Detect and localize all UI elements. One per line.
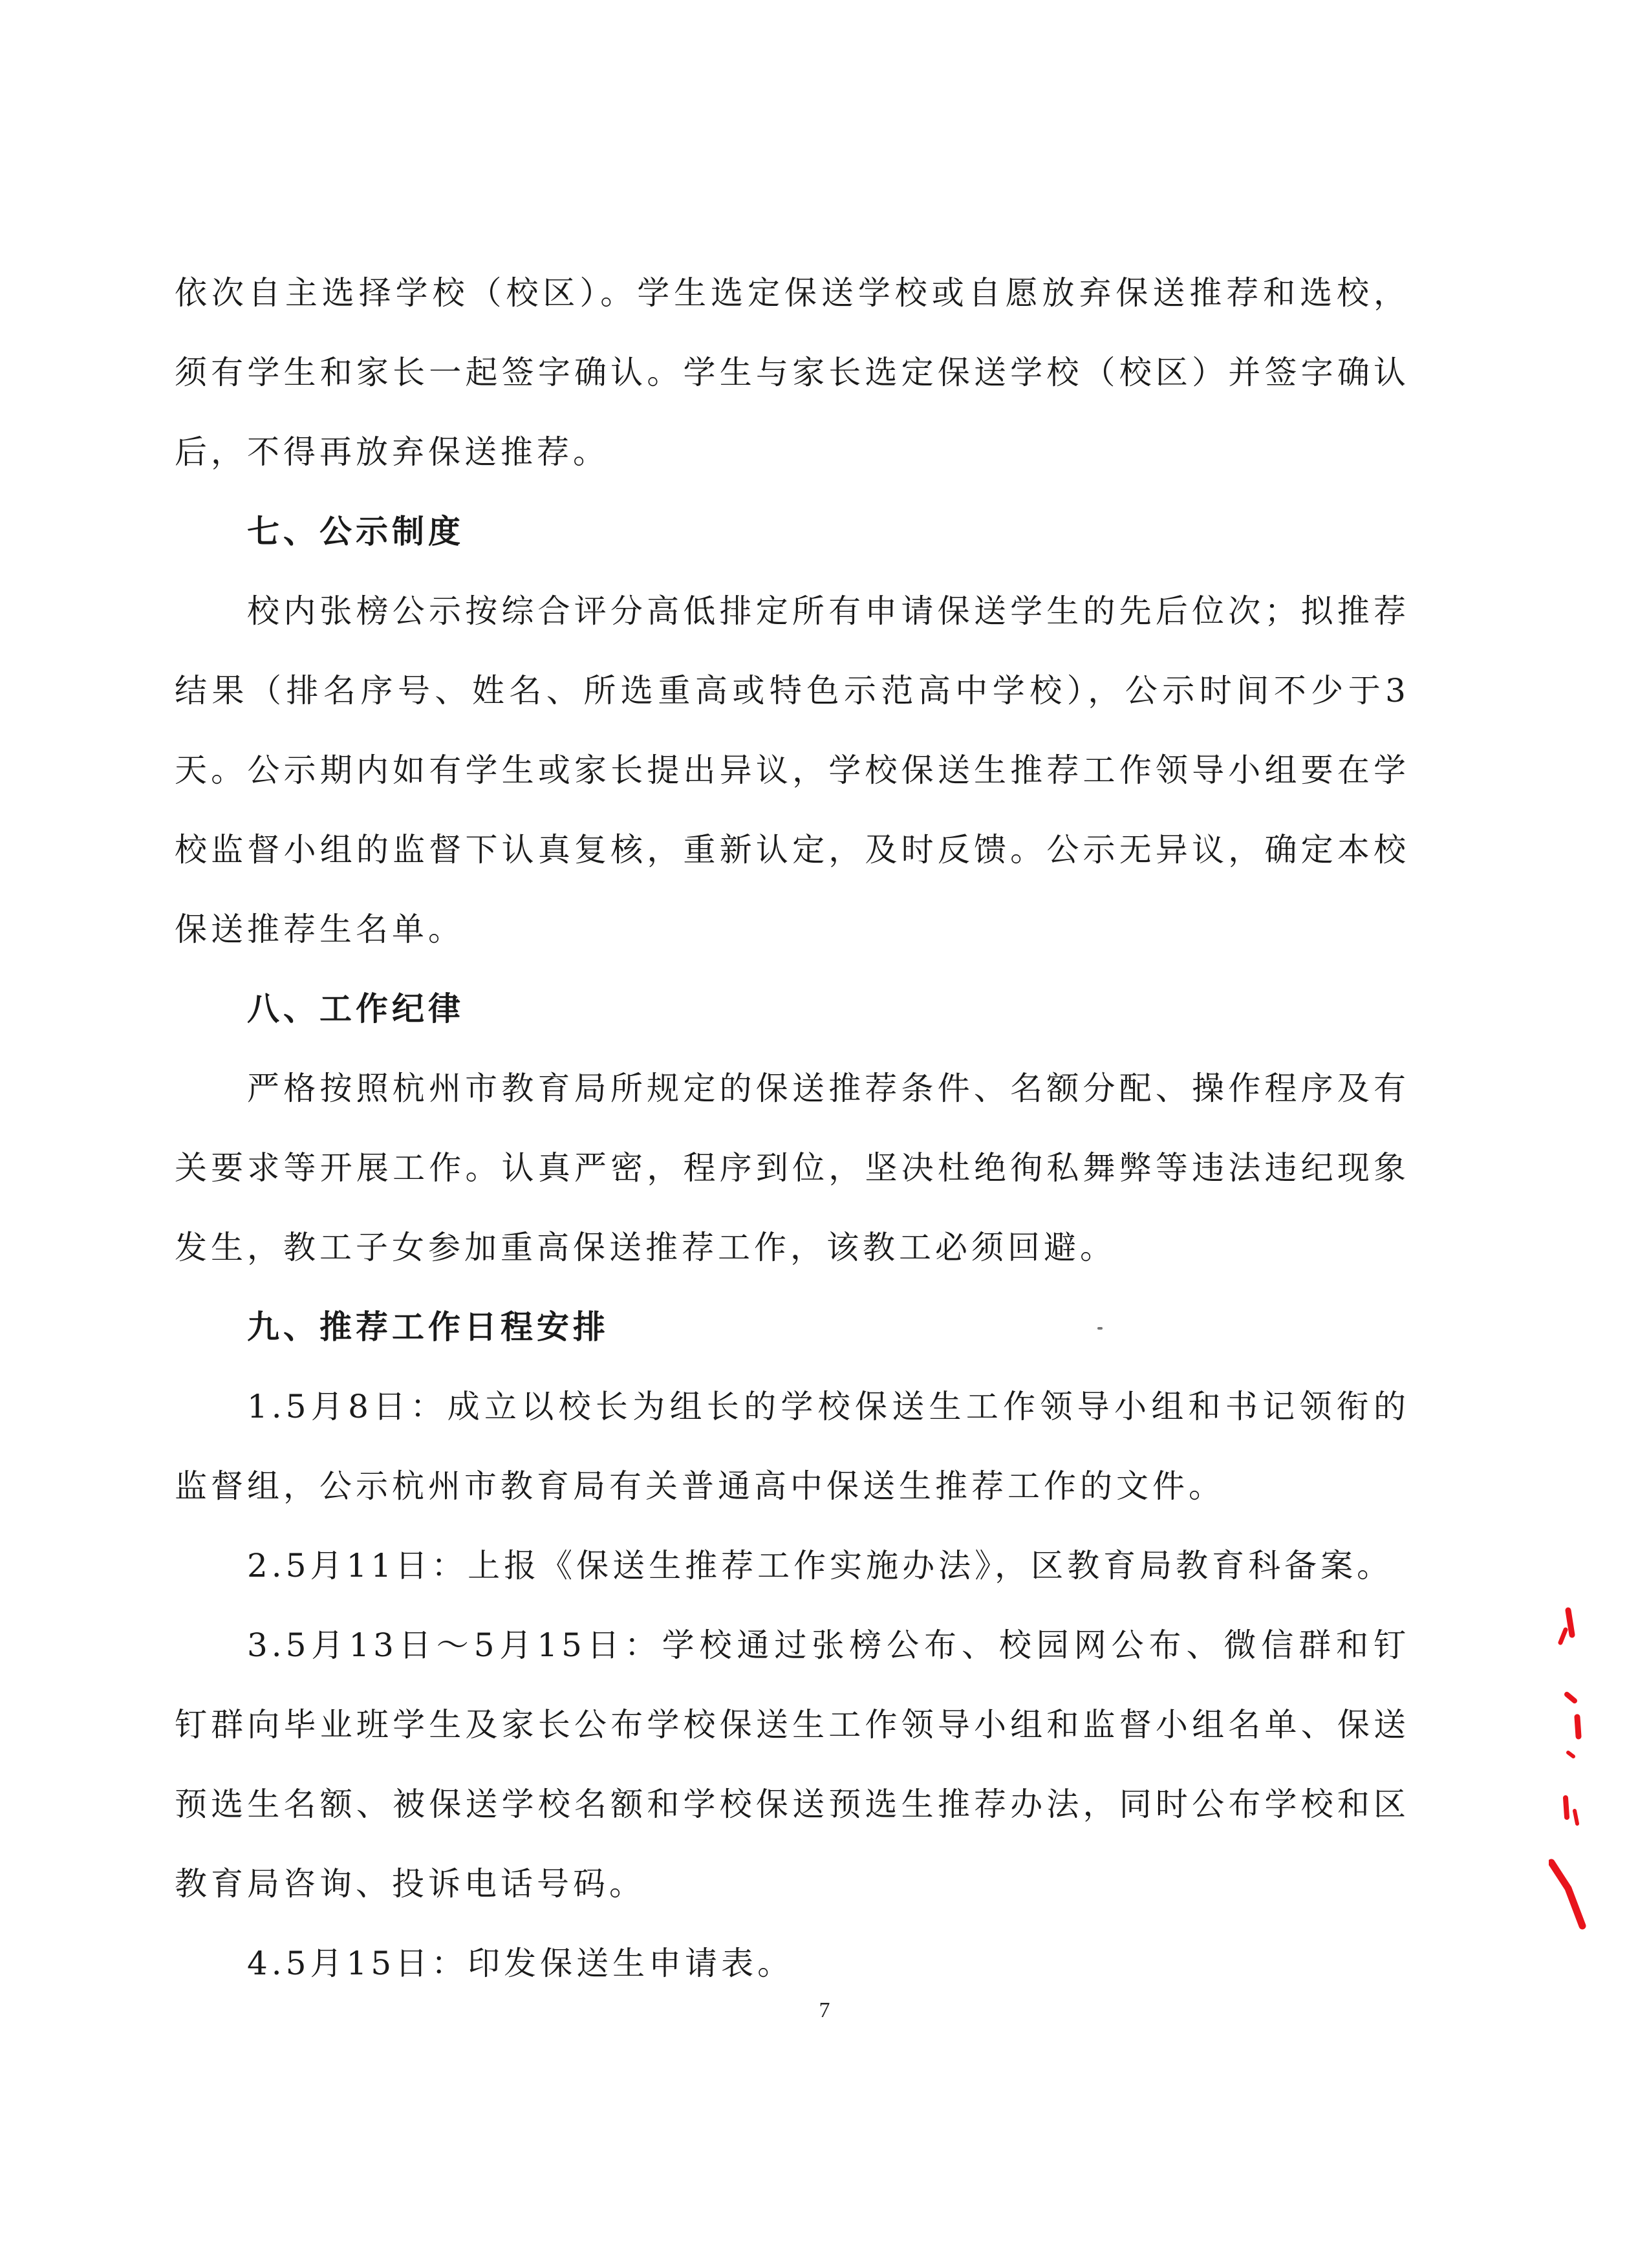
paragraph-continuation: 依次自主选择学校（校区）。学生选定保送学校或自愿放弃保送推荐和选校，须有学生和家长一起签字确认。学生与家长选定保送学校（校区）并签字确认后，不得再放弃保送推荐。 [175, 274, 1410, 471]
paragraph-publicity: 校内张榜公示按综合评分高低排定所有申请保送学生的先后位次；拟推荐结果（排名序号、姓名、所选重高或特色示范高中学校），公示时间不少于3天。公示期内如有学生或家长提出异议，学校保送生推荐工作领导小组要在学校监督小组的监督下认真复核，重新认定，及时反馈。公示无异议，确定本校保送推荐生名单。 [175, 592, 1410, 948]
section-heading-schedule: 九、推荐工作日程安排 [247, 1308, 609, 1346]
section-heading-publicity: 七、公示制度 [247, 513, 464, 550]
schedule-item-4: 4.5月15日：印发保送生申请表。 [247, 1945, 794, 1982]
section-heading-discipline: 八、工作纪律 [247, 990, 464, 1028]
red-seal-fragment [1549, 1604, 1588, 1940]
paragraph-discipline: 严格按照杭州市教育局所规定的保送推荐条件、名额分配、操作程序及有关要求等开展工作。认真严密，程序到位，坚决杜绝徇私舞弊等违法违纪现象发生，教工子女参加重高保送推荐工作，该教工必须回避。 [175, 1070, 1410, 1266]
schedule-item-1: 1.5月8日：成立以校长为组长的学校保送生工作领导小组和书记领衔的监督组，公示杭州市教育局有关普通高中保送生推荐工作的文件。 [175, 1388, 1410, 1505]
schedule-item-3: 3.5月13日～5月15日：学校通过张榜公布、校园网公布、微信群和钉钉群向毕业班学生及家长公布学校保送生工作领导小组和监督小组名单、保送预选生名额、被保送学校名额和学校保送预选生推荐办法，同时公布学校和区教育局咨询、投诉电话号码。 [175, 1626, 1410, 1903]
seal-strokes [1551, 1610, 1582, 1926]
document-body [175, 254, 1410, 2003]
page-number: 7 [819, 1998, 830, 2022]
schedule-item-2: 2.5月11日：上报《保送生推荐工作实施办法》，区教育局教育科备案。 [247, 1547, 1394, 1584]
scan-speck [1097, 1327, 1103, 1330]
